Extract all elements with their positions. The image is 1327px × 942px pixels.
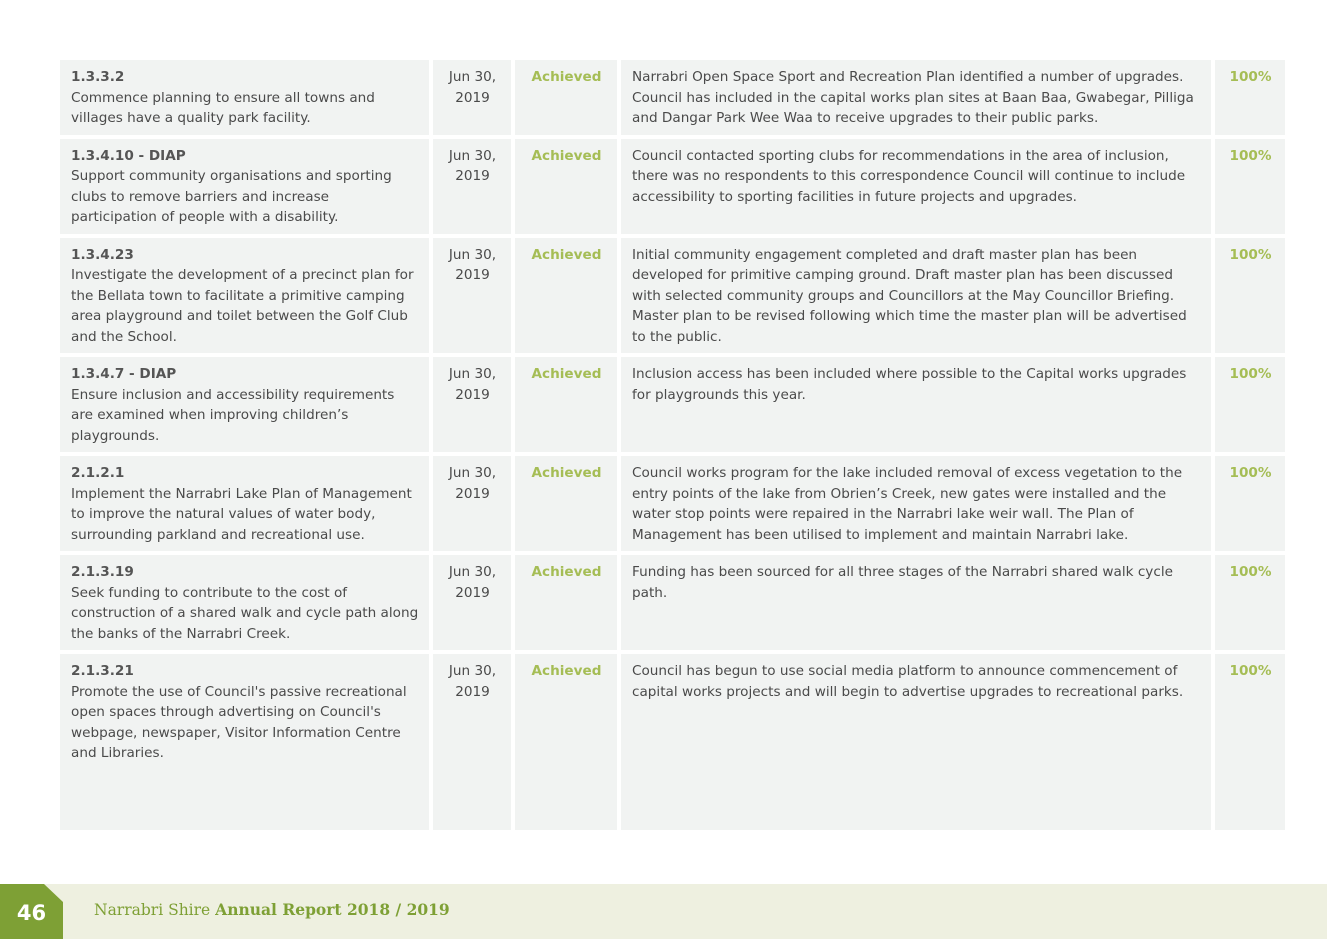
due-date-cell: Jun 30, 2019 [433,357,511,452]
status-cell: Achieved [515,555,617,650]
progress-cell: 100% [1215,238,1285,354]
comment-cell: Council contacted sporting clubs for recommendations in the area of inclusion, there was no respondents to this correspondence Council will continue to include accessibility to sporting facilities in future projects and upgrades. [621,139,1211,234]
action-cell [60,357,429,452]
status-cell: Achieved [515,357,617,452]
due-date-cell: Jun 30, 2019 [433,139,511,234]
table-row [60,357,1285,452]
due-date-cell: Jun 30, 2019 [433,238,511,354]
status-cell: Achieved [515,654,617,830]
action-cell [60,139,429,234]
actions-table [56,56,1289,834]
progress-cell: 100% [1215,357,1285,452]
table-row [60,555,1285,650]
status-cell: Achieved [515,60,617,135]
progress-cell: 100% [1215,456,1285,551]
action-description: Seek funding to contribute to the cost of construction of a shared walk and cycle path along the banks of the Narrabri Creek. [71,584,419,642]
comment-cell: Inclusion access has been included where possible to the Capital works upgrades for playgrounds this year. [621,357,1211,452]
progress-cell: 100% [1215,139,1285,234]
action-cell [60,555,429,650]
action-code: 1.3.4.23 [71,246,134,263]
action-description: Ensure inclusion and accessibility requirements are examined when improving children’s playgrounds. [71,386,395,444]
due-date-cell: Jun 30, 2019 [433,60,511,135]
action-description: Promote the use of Council's passive recreational open spaces through advertising on Council's webpage, newspaper, Visitor Information Centre and Libraries. [71,683,407,761]
status-cell: Achieved [515,238,617,354]
comment-cell: Funding has been sourced for all three stages of the Narrabri shared walk cycle path. [621,555,1211,650]
action-cell [60,60,429,135]
progress-cell: 100% [1215,654,1285,830]
table-row [60,456,1285,551]
action-code: 2.1.3.21 [71,663,134,679]
action-code: 1.3.4.10 - DIAP [71,147,186,164]
due-date-cell: Jun 30, 2019 [433,555,511,650]
action-description: Implement the Narrabri Lake Plan of Management to improve the natural values of water body, surrounding parkland and recreational use. [71,485,412,543]
table-row [60,654,1285,830]
action-cell [60,456,429,551]
action-description: Support community organisations and sporting clubs to remove barriers and increase participation of people with a disability. [71,168,392,225]
action-description: Investigate the development of a precinct plan for the Bellata town to facilitate a primitive camping area playground and toilet between the Golf Club and the School. [71,267,414,345]
table-row [60,238,1285,354]
page-number: 46 [16,901,47,925]
table-body [60,60,1285,830]
table-row [60,60,1285,135]
status-cell: Achieved [515,139,617,234]
footer-title [94,900,450,919]
action-code: 2.1.3.19 [71,564,134,580]
action-description: Commence planning to ensure all towns and villages have a quality park facility. [71,89,375,126]
action-code: 1.3.4.7 - DIAP [71,366,177,382]
table-row [60,139,1285,234]
comment-cell: Council has begun to use social media platform to announce commencement of capital works projects and will begin to advertise upgrades to recreational parks. [621,654,1211,830]
progress-cell: 100% [1215,60,1285,135]
status-cell: Achieved [515,456,617,551]
footer-report-title: Annual Report 2018 / 2019 [215,900,450,919]
comment-cell: Narrabri Open Space Sport and Recreation Plan identified a number of upgrades. Council has included in the capital works plan sites at Baan Baa, Gwabegar, Pilliga and Dangar Park Wee Waa to receive upgrades to their public parks. [621,60,1211,135]
comment-cell: Initial community engagement completed and draft master plan has been developed for primitive camping ground. Draft master plan has been discussed with selected community groups and Councillors at the May Councillor Briefing. Master plan to be revised following which time the master plan will be advertised to the public. [621,238,1211,354]
progress-cell: 100% [1215,555,1285,650]
action-code: 2.1.2.1 [71,465,125,481]
footer-org-name: Narrabri Shire [94,901,211,919]
due-date-cell: Jun 30, 2019 [433,456,511,551]
comment-cell: Council works program for the lake included removal of excess vegetation to the entry points of the lake from Obrien’s Creek, new gates were installed and the water stop points were repaired in the Narrabri lake weir wall. The Plan of Management has been utilised to implement and maintain Narrabri lake. [621,456,1211,551]
due-date-cell: Jun 30, 2019 [433,654,511,830]
action-cell [60,238,429,354]
action-cell [60,654,429,830]
action-code: 1.3.3.2 [71,69,125,85]
